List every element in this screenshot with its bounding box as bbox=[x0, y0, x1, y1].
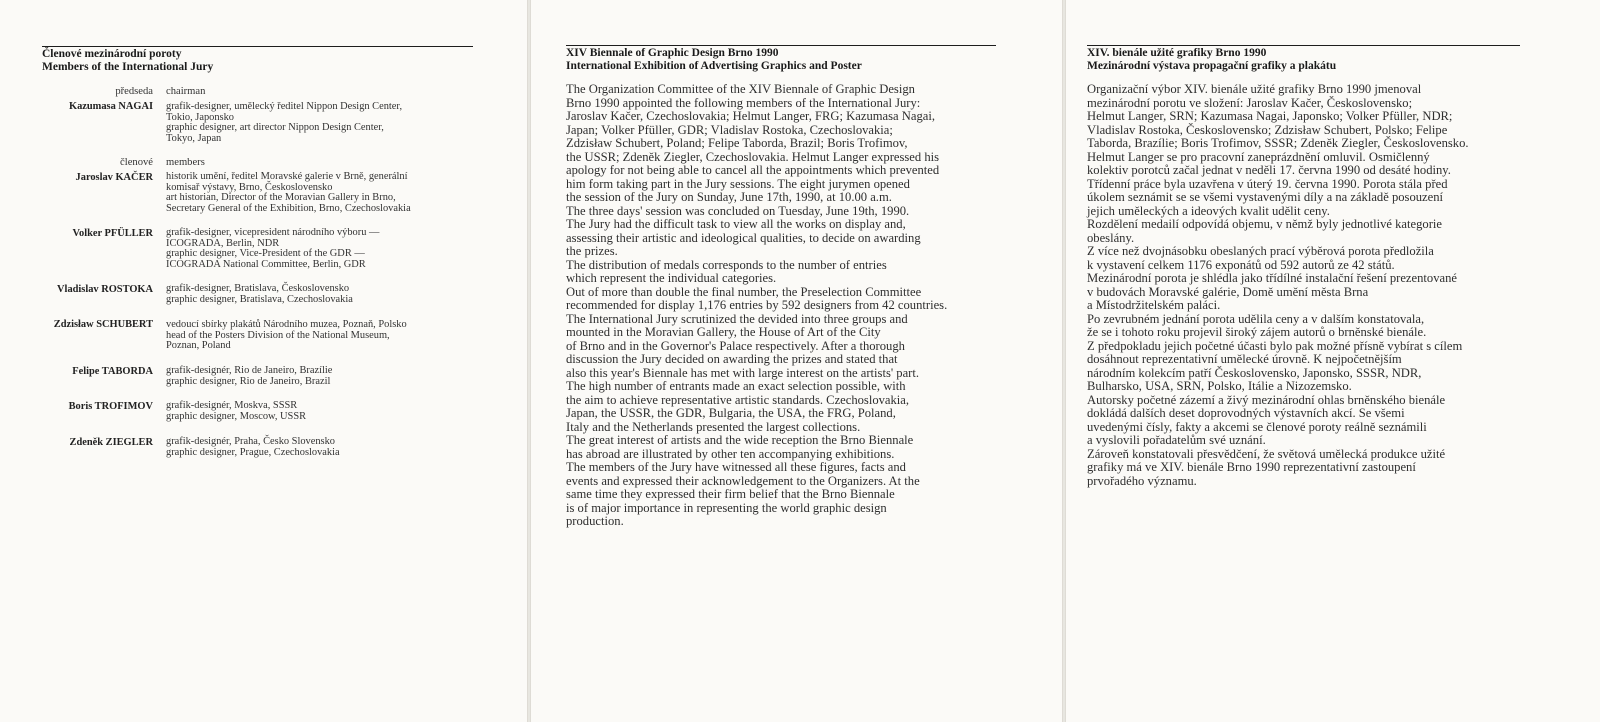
member-name: Volker PFÜLLER bbox=[72, 228, 153, 239]
member-name: Kazumasa NAGAI bbox=[69, 101, 153, 112]
role-members-cz: členové bbox=[120, 157, 153, 168]
jury-report-cz: Organizační výbor XIV. bienále užité grafiky Brno 1990 jmenoval mezinárodní porotu ve složení: Jaroslav Kačer, Československo; Helmut Langer, SRN; Kazumasa Nagai, Japonsko; Volker Pfüller, NDR; Vladislav Rostoka, Československo; Zdzisław Schubert, Polsko; Felipe Taborda, Brazílie; Boris Trofimov, SSSR; Zdeněk Ziegler, Československo. Helmut Langer se pro pracovní zaneprázdnění omluvil. Osmičlenný kolektiv porotců začal jednat v neděli 17. června 1990 od desáté hodiny. Třídenní práce byla uzavřena v úterý 19. června 1990. Porota stála před úkolem seznámit se se všemi vystavenými díly a na základě posouzení jejich uměleckých a ideových kvalit udělit ceny. Rozdělení medailí odpovídá objemu, v němž byly jednotlivé kategorie obeslány. Z více než dvojnásobku obeslaných prací výběrová porota předložila k vystavení celkem 1176 exponátů od 592 autorů ze 42 států. Mezinárodní porota je shlédla jako třídílné instalační řešení prezentované v budovách Moravské galérie, Domě umění města Brna a Místodržitelském paláci. Po zevrubném jednání porota udělila ceny a v dalším konstatovala, že se i tohoto roku projevil široký zájem autorů o brněnské bienále. Z předpokladu jejich početné účasti bylo pak možné přísně vybírat s cílem dosáhnout reprezentativní umělecké úrovně. K nejpočetnějším národním kolekcím patří Československo, Japonsko, SSSR, NDR, Bulharsko, USA, SRN, Polsko, Itálie a Nizozemsko. Autorsky početné zázemí a živý mezinárodní ohlas brněnského bienále dokládá dalších deset doprovodných výstavních akcí. Se všemi uvedenými čísly, fakty a akcemi se členové poroty reálně seznámili a vyslovili pořadatelům své uznání. Zároveň konstatovali přesvědčení, že světová umělecká produkce užité grafiky má ve XIV. bienále Brno 1990 reprezentativní zastoupení prvořadého významu. bbox=[1087, 82, 1469, 488]
top-rule bbox=[1087, 45, 1520, 46]
member-desc: grafik-designer, umělecký ředitel Nippon Design Center, Tokio, Japonsko graphic designer, art director Nippon Design Center, Tokyo, Japan bbox=[166, 101, 403, 144]
top-rule bbox=[566, 45, 996, 46]
member-desc: grafik-designér, Praha, Česko Slovensko graphic designer, Prague, Czechoslovakia bbox=[166, 436, 340, 458]
role-members-en: members bbox=[166, 157, 205, 168]
member-name: Jaroslav KAČER bbox=[75, 172, 153, 183]
bienale-heading-cz: XIV. bienále užité grafiky Brno 1990 bbox=[1087, 47, 1267, 59]
member-desc: grafik-designer, Bratislava, Československo graphic designer, Bratislava, Czechoslovakia bbox=[166, 283, 353, 305]
role-chair-en: chairman bbox=[166, 86, 206, 97]
member-desc: grafik-designér, Moskva, SSSR graphic designer, Moscow, USSR bbox=[166, 400, 307, 422]
exhibition-subheading-en: International Exhibition of Advertising Graphics and Poster bbox=[566, 60, 862, 72]
member-name: Vladislav ROSTOKA bbox=[57, 284, 153, 295]
left-page bbox=[0, 0, 527, 722]
middle-page bbox=[531, 0, 1062, 722]
jury-heading-cz: Členové mezinárodní poroty bbox=[42, 48, 182, 60]
role-chair-cz: předseda bbox=[115, 86, 153, 97]
jury-report-en: The Organization Committee of the XIV Biennale of Graphic Design Brno 1990 appointed the following members of the International Jury: Jaroslav Kačer, Czechoslovakia; Helmut Langer, FRG; Kazumasa Nagai, Japan; Volker Pfüller, GDR; Vladislav Rostoka, Czechoslovakia; Zdzisław Schubert, Poland; Felipe Taborda, Brazil; Boris Trofimov, the USSR; Zdeněk Ziegler, Czechoslovakia. Helmut Langer expressed his apology for not being able to cancel all the appointments which prevented him form taking part in the Jury sessions. The eight jurymen opened the session of the Jury on Sunday, June 17th, 1990, at 10.00 a.m. The three days' session was concluded on Tuesday, June 19th, 1990. The Jury had the difficult task to view all the works on display and, assessing their artistic and ideological qualities, to decide on awarding the prizes. The distribution of medals corresponds to the number of entries which represent the individual categories. Out of more than double the final number, the Preselection Committee recommended for display 1,176 entries by 592 designers from 42 countries. The International Jury scrutinized the devided into three groups and mounted in the Moravian Gallery, the House of Art of the City of Brno and in the Governor's Palace respectively. After a thorough discussion the Jury decided on awarding the prizes and stated that also this year's Biennale has met with large interest on the artists' part. The high number of entrants made an exact selection possible, with the aim to achieve representative artistic standards. Czechoslovakia, Japan, the USSR, the GDR, Bulgaria, the USA, the FRG, Poland, Italy and the Netherlands presented the largest collections. The great interest of artists and the wide reception the Brno Biennale has abroad are illustrated by other ten accompanying exhibitions. The members of the Jury have witnessed all these figures, facts and events and expressed their acknowledgement to the Organizers. At the same time they expressed their firm belief that the Brno Biennale is of major importance in representing the world graphic design production. bbox=[566, 82, 948, 528]
member-name: Zdeněk ZIEGLER bbox=[69, 437, 153, 448]
member-name: Zdzisław SCHUBERT bbox=[53, 319, 153, 330]
jury-heading-en: Members of the International Jury bbox=[42, 61, 214, 73]
member-name: Boris TROFIMOV bbox=[68, 401, 153, 412]
vystava-subheading-cz: Mezinárodní výstava propagační grafiky a plakátu bbox=[1087, 60, 1337, 72]
biennale-heading-en: XIV Biennale of Graphic Design Brno 1990 bbox=[566, 47, 779, 59]
right-page bbox=[1066, 0, 1600, 722]
top-rule bbox=[42, 46, 473, 47]
member-desc: historik umění, ředitel Moravské galerie v Brně, generální komisař výstavy, Brno, Československo art historian, Director of the Moravian Gallery in Brno, Secretary General of the Exhibition, Brno, Czechoslovakia bbox=[166, 171, 411, 214]
member-desc: grafik-designer, vicepresident národního výboru — ICOGRADA, Berlin, NDR graphic designer, Vice-President of the GDR — ICOGRADA National Committee, Berlin, GDR bbox=[166, 227, 380, 270]
member-name: Felipe TABORDA bbox=[72, 366, 153, 377]
member-desc: grafik-designér, Rio de Janeiro, Brazílie graphic designer, Rio de Janeiro, Brazil bbox=[166, 365, 333, 387]
member-desc: vedoucí sbírky plakátů Národního muzea, Poznaň, Polsko head of the Posters Division of the National Museum, Poznan, Poland bbox=[166, 319, 407, 352]
